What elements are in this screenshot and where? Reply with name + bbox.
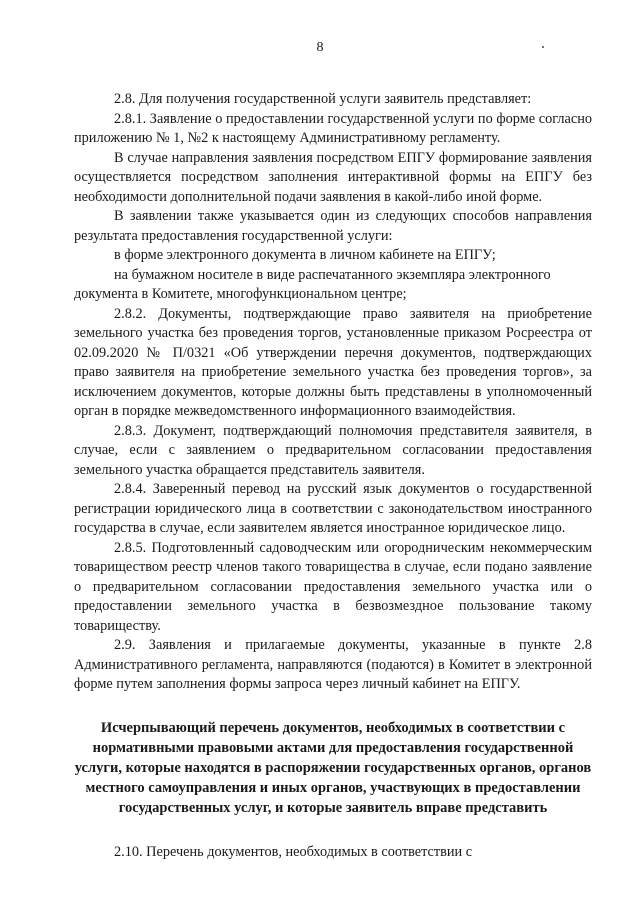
list-item-electronic: в форме электронного документа в личном кабинете на ЕПГУ; [114,247,496,263]
document-body [74,90,592,862]
paragraph-2-8: 2.8. Для получения государственной услуги заявитель представляет: [114,91,532,107]
paragraph-2-8-5: 2.8.5. Подготовленный садоводческим или огородническим некоммерческим товариществом реестр членов такого товарищества в случае, если подано заявление о предварительном согласовании предоставления земельного участка или о предоставлении земельного участка в безвозмездное пользование такому товариществу. [74,539,592,634]
section-heading: Исчерпывающий перечень документов, необходимых в соответствии с нормативными правовыми актами для предоставления государственной услуги, которые находятся в распоряжении государственных органов, органов местного самоуправления и иных органов, участвующих в предоставлении государственных услуг, и которые заявитель вправе представить [74,719,592,816]
paragraph-result-method: В заявлении также указывается один из следующих способов направления результата предоставления государственной услуги: [74,208,592,244]
paragraph-2-10: 2.10. Перечень документов, необходимых в соответствии с [114,843,473,860]
paragraph-2-9: 2.9. Заявления и прилагаемые документы, указанные в пункте 2.8 Административного регламента, направляются (подаются) в Комитет в электронной форме путем заполнения формы запроса через личный кабинет на ЕПГУ. [74,637,592,692]
paragraph-2-8-2: 2.8.2. Документы, подтверждающие право заявителя на приобретение земельного участка без проведения торгов, установленные приказом Росреестра от 02.09.2020 № П/0321 «Об утверждении перечня документов, подтверждающих право заявителя на приобретение земельного участка без проведения торгов», за исключением документов, которые должны быть представлены в уполномоченный орган в порядке межведомственного информационного взаимодействия. [74,305,592,419]
paragraph-2-8-3: 2.8.3. Документ, подтверждающий полномочия представителя заявителя, в случае, если с заявлением о предварительном согласовании предоставления земельного участка обращается представитель заявителя. [74,422,592,478]
paragraph-2-8-4: 2.8.4. Заверенный перевод на русский язык документов о государственной регистрации юридического лица в соответствии с законодательством иностранного государства в случае, если заявителем является иностранное юридическое лицо. [74,481,592,536]
paragraph-2-8-1: 2.8.1. Заявление о предоставлении государственной услуги по форме согласно приложению № 1, №2 к настоящему Административному регламенту. [74,110,592,146]
paragraph-epgu-submission: В случае направления заявления посредством ЕПГУ формирование заявления осуществляется посредством заполнения интерактивной формы на ЕПГУ без необходимости дополнительной подачи заявления в какой-либо иной форме. [74,149,592,205]
scan-dot-mark [542,46,544,48]
list-item-paper: на бумажном носителе в виде распечатанного экземпляра электронного документа в Комитете, многофункциональном центре; [74,266,551,302]
page-number: 8 [316,40,324,55]
